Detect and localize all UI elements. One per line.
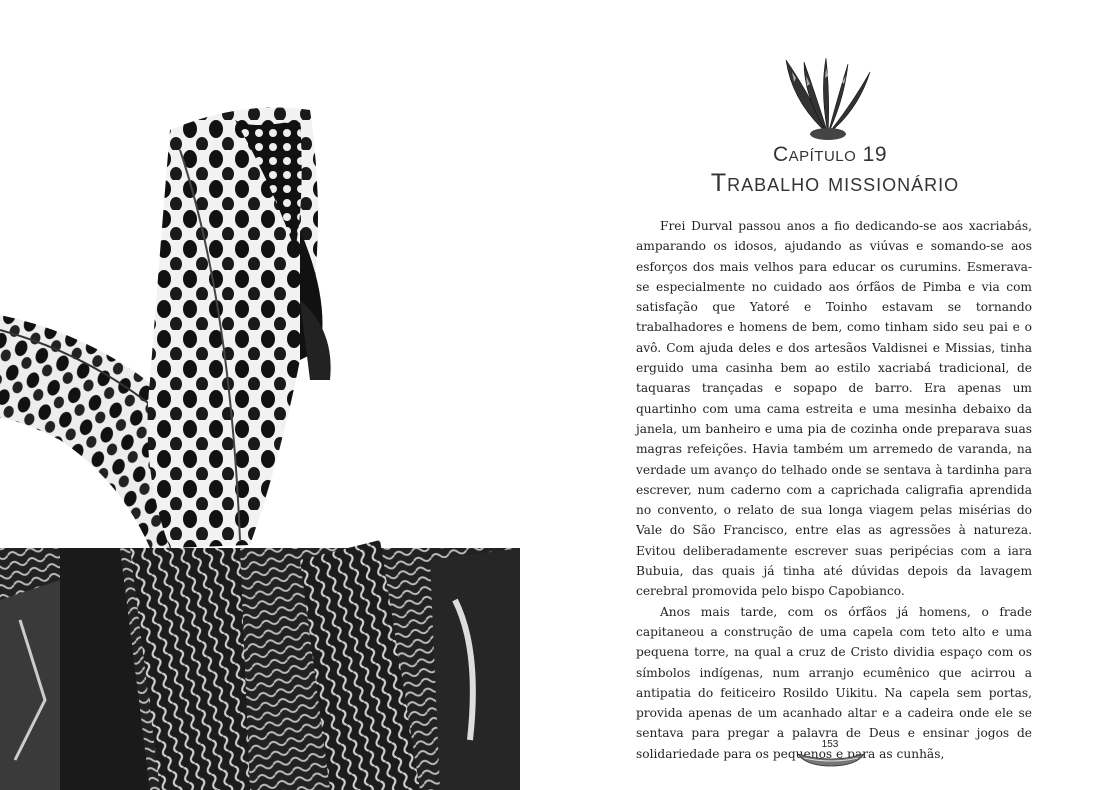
chapter-body: [636, 216, 1032, 764]
chapter-title: Trabalho missionário: [710, 169, 960, 197]
canoe-icon: [796, 750, 866, 768]
feather-headdress-icon: [782, 52, 874, 144]
upright-spotted-feather: [148, 108, 323, 549]
page-number: 153: [821, 739, 839, 750]
body-paragraph: Anos mais tarde, com os órfãos já homens, o frade capitaneou a construção de uma capela com teto alto e uma pequena torre, na qual a cruz de Cristo dividia espaço com os símbolos indígenas, num arranjo ecumênico que acirrou a antipatia do feiticeiro Rosildo Uikitu. Na capela sem portas, provida apenas de um acanhado altar e a cadeira onde ele se sentava para pregar a palavra de Deus e ensinar jogos de solidariedade para os pequenos e para as cunhãs,: [636, 604, 1032, 761]
chapter-number: Capítulo 19: [772, 143, 888, 166]
lower-feather-panel: [0, 540, 520, 790]
body-paragraph: Frei Durval passou anos a fio dedicando-se aos xacriabás, amparando os idosos, ajudando as viúvas e somando-se aos esforços dos mais velhos para educar os curumins. Esmerava-se especialmente no cuidado aos órfãos de Pimba e via com satisfação que Yatoré e Toinho estavam se tornando trabalhadores e homens de bem, como tinham sido seu pai e o avô. Com ajuda deles e dos artesãos Valdisnei e Missias, tinha erguido uma casinha bem ao estilo xacriabá tradicional, de taquaras trançadas e sopapo de barro. Era apenas um quartinho com uma cama estreita e uma mesinha debaixo da janela, um banheiro e uma pia de cozinha onde preparava suas magras refeições. Havia também um arremedo de varanda, na verdade um avanço do telhado onde se sentava à tardinha para escrever, num caderno com a caprichada caligrafia aprendida no convento, o relato de sua longa viagem pelas misérias do Vale do São Francisco, entre elas as agressões à natureza. Evitou deliberadamente escrever suas peripécias com a iara Bubuia, das quais já tinha até dúvidas depois da lavagem cerebral promovida pelo bispo Capobianco.: [636, 219, 1032, 599]
